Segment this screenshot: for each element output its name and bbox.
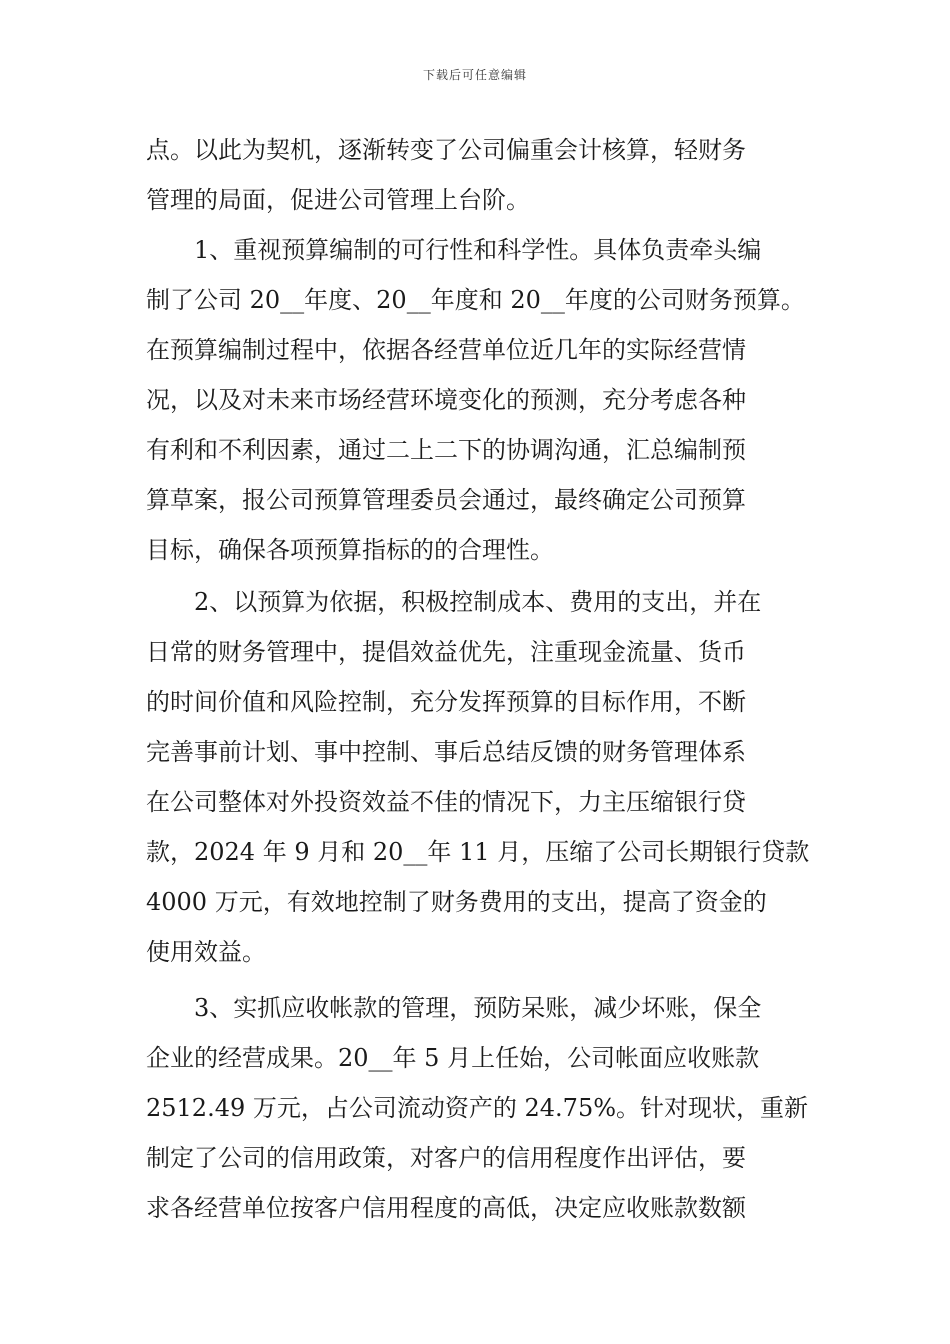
text-line: 制了公司 20__年度、20__年度和 20__年度的公司财务预算。 (146, 286, 805, 314)
text-line: 求各经营单位按客户信用程度的高低，决定应收账款数额 (146, 1194, 746, 1222)
document-body (146, 125, 808, 1233)
text-line: 的时间价值和风险控制，充分发挥预算的目标作用，不断 (146, 688, 746, 716)
text-line: 2512.49 万元，占公司流动资产的 24.75%。针对现状，重新 (146, 1094, 809, 1122)
text-line: 制定了公司的信用政策，对客户的信用程度作出评估，要 (146, 1144, 746, 1172)
text-line: 管理的局面，促进公司管理上台阶。 (146, 186, 530, 214)
paragraph-1-heading: 1、重视预算编制的可行性和科学性。具体负责牵头编 (194, 236, 762, 264)
text-line: 目标，确保各项预算指标的的合理性。 (146, 536, 554, 564)
text-line: 有利和不利因素，通过二上二下的协调沟通，汇总编制预 (146, 436, 746, 464)
text-line: 日常的财务管理中，提倡效益优先，注重现金流量、货币 (146, 638, 746, 666)
text-line: 款，2024 年 9 月和 20__年 11 月，压缩了公司长期银行贷款 (146, 838, 810, 866)
text-line: 使用效益。 (146, 938, 266, 966)
text-line: 企业的经营成果。20__年 5 月上任始，公司帐面应收账款 (146, 1044, 760, 1072)
paragraph-3-heading: 3、实抓应收帐款的管理，预防呆账，减少坏账，保全 (194, 994, 762, 1022)
text-line: 算草案，报公司预算管理委员会通过，最终确定公司预算 (146, 486, 746, 514)
text-line: 点。以此为契机，逐渐转变了公司偏重会计核算，轻财务 (146, 136, 746, 164)
page-header: 下载后可任意编辑 (422, 68, 527, 82)
paragraph-2-heading: 2、以预算为依据，积极控制成本、费用的支出，并在 (194, 588, 762, 616)
text-line: 4000 万元，有效地控制了财务费用的支出，提高了资金的 (146, 888, 767, 916)
text-line: 完善事前计划、事中控制、事后总结反馈的财务管理体系 (146, 738, 746, 766)
text-line: 在预算编制过程中，依据各经营单位近几年的实际经营情 (146, 336, 746, 364)
text-line: 在公司整体对外投资效益不佳的情况下，力主压缩银行贷 (146, 788, 746, 816)
text-line: 况，以及对未来市场经营环境变化的预测，充分考虑各种 (146, 386, 746, 414)
